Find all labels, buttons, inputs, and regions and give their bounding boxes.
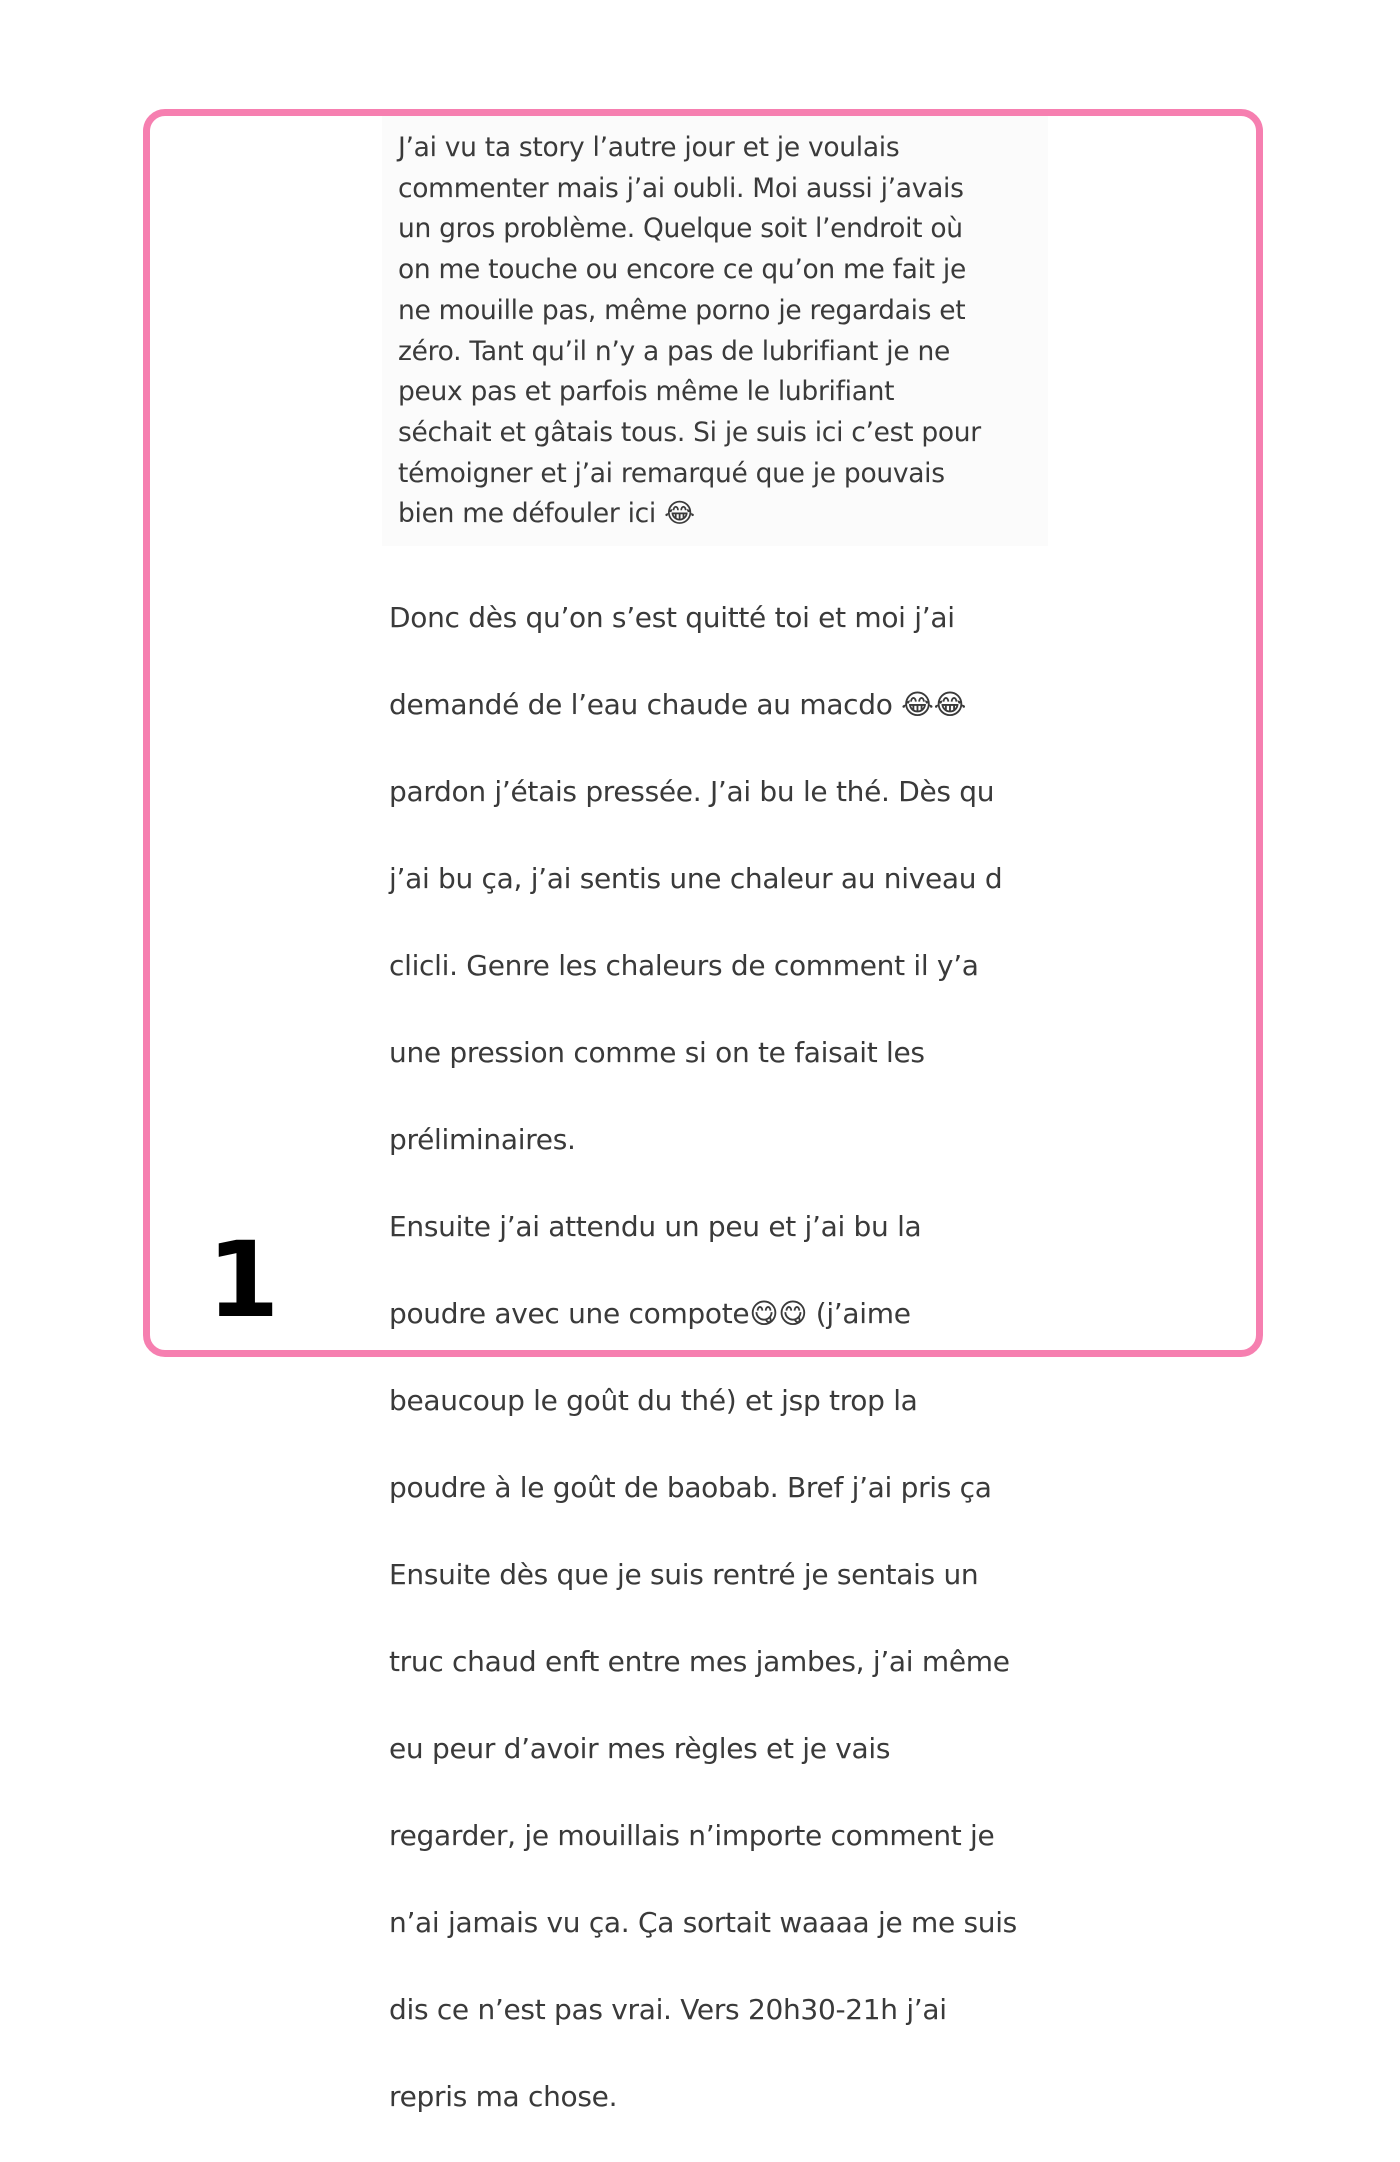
message-line: zéro. Tant qu’il n’y a pas de lubrifiant je ne (398, 335, 950, 367)
message-line: séchait et gâtais tous. Si je suis ici c’est pour (398, 416, 981, 448)
message-text-bottom (389, 552, 1069, 2162)
page-number: 1 (207, 1219, 280, 1341)
message-line: n’ai jamais vu ça. Ça sortait waaaa je me suis (389, 1905, 1017, 1939)
message-line: poudre à le goût de baobab. Bref j’ai pris ça (389, 1470, 992, 1504)
message-line: préliminaires. (389, 1122, 576, 1156)
message-line: peux pas et parfois même le lubrifiant (398, 376, 895, 408)
message-line: témoigner et j’ai remarqué que je pouvais (398, 457, 945, 489)
message-line: bien me défouler ici 😂 (398, 498, 695, 530)
message-line: clicli. Genre les chaleurs de comment il y’a (389, 948, 979, 982)
message-line: regarder, je mouillais n’importe comment je (389, 1818, 995, 1852)
message-line: commenter mais j’ai oubli. Moi aussi j’avais (398, 172, 964, 204)
message-line: beaucoup le goût du thé) et jsp trop la (389, 1383, 918, 1417)
message-line: poudre avec une compote😋😋 (j’aime (389, 1296, 911, 1330)
message-line: une pression comme si on te faisait les (389, 1035, 925, 1069)
message-line: J’ai vu ta story l’autre jour et je voulais (398, 132, 900, 163)
message-line: pardon j’étais pressée. J’ai bu le thé. Dès qu (389, 774, 995, 808)
message-line: Ensuite j’ai attendu un peu et j’ai bu la (389, 1209, 922, 1243)
message-text-top (398, 128, 1038, 535)
message-line: un gros problème. Quelque soit l’endroit où (398, 213, 963, 245)
message-line: j’ai bu ça, j’ai sentis une chaleur au niveau d (389, 861, 1003, 895)
message-line: eu peur d’avoir mes règles et je vais (389, 1731, 891, 1765)
message-line: Donc dès qu’on s’est quitté toi et moi j’ai (389, 600, 955, 634)
message-line: demandé de l’eau chaude au macdo 😂😂 (389, 687, 967, 721)
message-line: repris ma chose. (389, 2079, 618, 2113)
message-line: dis ce n’est pas vrai. Vers 20h30-21h j’ai (389, 1992, 947, 2026)
message-line: truc chaud enft entre mes jambes, j’ai même (389, 1644, 1010, 1678)
message-line: on me touche ou encore ce qu’on me fait je (398, 254, 966, 286)
message-card-bottom (389, 552, 1027, 2113)
message-line: ne mouille pas, même porno je regardais et (398, 294, 966, 326)
message-line: Ensuite dès que je suis rentré je sentais un (389, 1557, 979, 1591)
